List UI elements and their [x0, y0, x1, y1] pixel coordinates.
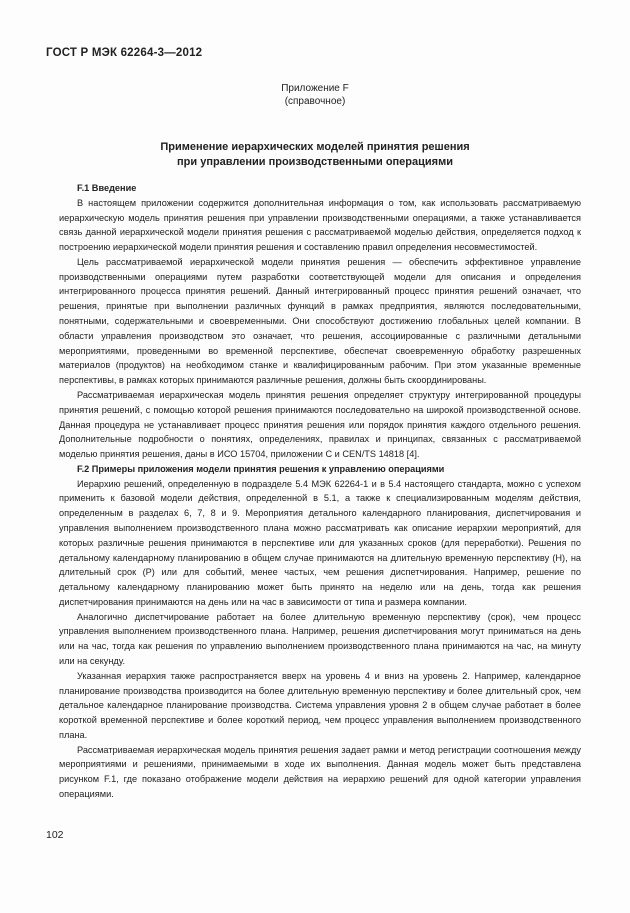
title-line-1: Применение иерархических моделей принятия решения: [160, 141, 470, 153]
appendix-label: Приложение F: [281, 83, 349, 94]
section-heading-f1: F.1 Введение: [77, 183, 137, 193]
page-number: 102: [46, 829, 64, 841]
paragraph: Иерархию решений, определенную в подразделе 5.4 МЭК 62264-1 и в 5.4 настоящего стандарта, можно с успехом применить к базовой модели действия, определенной в 5.1, а также к специализированным моделям действия, определенным в разделах 6, 7, 8 и 9. Мероприятия детального календарного планирования, диспетчирования и управления выполнением производственного плана можно рассматривать как описание иерархии мероприятий, для которых различные решения принимаются в перспективе или для указанных сроков (для переработки). Решения по детальному календарному планированию в общем случае принимаются на длительную временную перспективу (H), на длительный срок (Р) или для событий, менее частых, чем решения диспетчирования. Например, решение по детальному календарному планированию может быть принято на неделю или на день, тогда как решения диспетчирования принимаются на день или на час в зависимости от типа и размера компании.: [59, 478, 581, 607]
paragraph: Цель рассматриваемой иерархической модели принятия решения — обеспечить эффективное управление производственными операциями путем разработки соответствующей модели для описания и определения интегрированного процесса принятия решений. Данный интегрированный процесс принятия решений означает, что решения, принятые при выполнении различных функций в рамках предприятия, являются последовательными, понятными, содержательными и своевременными. Они способствуют достижению глобальных целей компании. В области управления производством это означает, что решения, ассоциированные с различными детальными мероприятиями, проведенными во временной перспективе, обеспечат своевременную обработку разрешенных материалов (продуктов) на необходимом станке и квалифицированным рабочим. При этом указанные временные перспективы, в рамках которых принимаются различные решения, должны быть скоординированы.: [59, 256, 581, 386]
paragraph: Рассматриваемая иерархическая модель принятия решения задает рамки и метод регистрации соотношения между мероприятиями и решениями, принимаемыми в ходе их выполнения. Данная модель может быть представлена рисунком F.1, где показано отображение модели действия на иерархию решений для одной категории управления операциями.: [59, 744, 581, 800]
paragraph: Указанная иерархия также распространяется вверх на уровень 4 и вниз на уровень 2. Например, календарное планирование производства производится на более длительную временную перспективу и более длительный срок, чем детальное календарное планирование производства. Система управления уровня 2 в общем случае работает в более короткой временной перспективе и более короткий период, чем процесс управления выполнением производственного плана.: [59, 670, 581, 740]
appendix-title: [0, 140, 630, 170]
paragraph: Рассматриваемая иерархическая модель принятия решения определяет структуру интегрированной процедуры принятия решений, с помощью которой решения принимаются последовательно на широкой производственной основе. Данная процедура не устанавливает процесс принятия решения или порядок принятия каждого отдельного решения. Дополнительные подробности о понятиях, определениях, правилах и принципах, связанных с рассматриваемой моделью принятия решения, даны в ИСО 15704, приложении С и CEN/TS 14818 [4].: [59, 389, 581, 460]
appendix-block: [0, 82, 630, 108]
body-text: [59, 181, 581, 802]
appendix-type: (справочное): [284, 96, 346, 107]
paragraph: Аналогично диспетчирование работает на более длительную временную перспективу (срок), чем процесс управления выполнением производственного плана. Например, решения диспетчирования могут приниматься на день или на час, тогда как решения по управлению выполнением производственного плана принимаются на час, на минуту или на секунду.: [59, 611, 581, 666]
standard-header: ГОСТ Р МЭК 62264-3—2012: [46, 47, 203, 59]
section-heading-f2: F.2 Примеры приложения модели принятия решения к управлению операциями: [77, 463, 445, 474]
title-line-2: при управлении производственными операциями: [177, 156, 453, 168]
paragraph: В настоящем приложении содержится дополнительная информация о том, как использовать рассматриваемую иерархическую модель принятия решения при управлении производственными операциями, а также устанавливается связь данной иерархической модели принятия решения с рассматриваемой моделью действия, определяется подход к построению иерархической модели принятия решения и составлению правил определения несовместимостей.: [59, 197, 581, 253]
